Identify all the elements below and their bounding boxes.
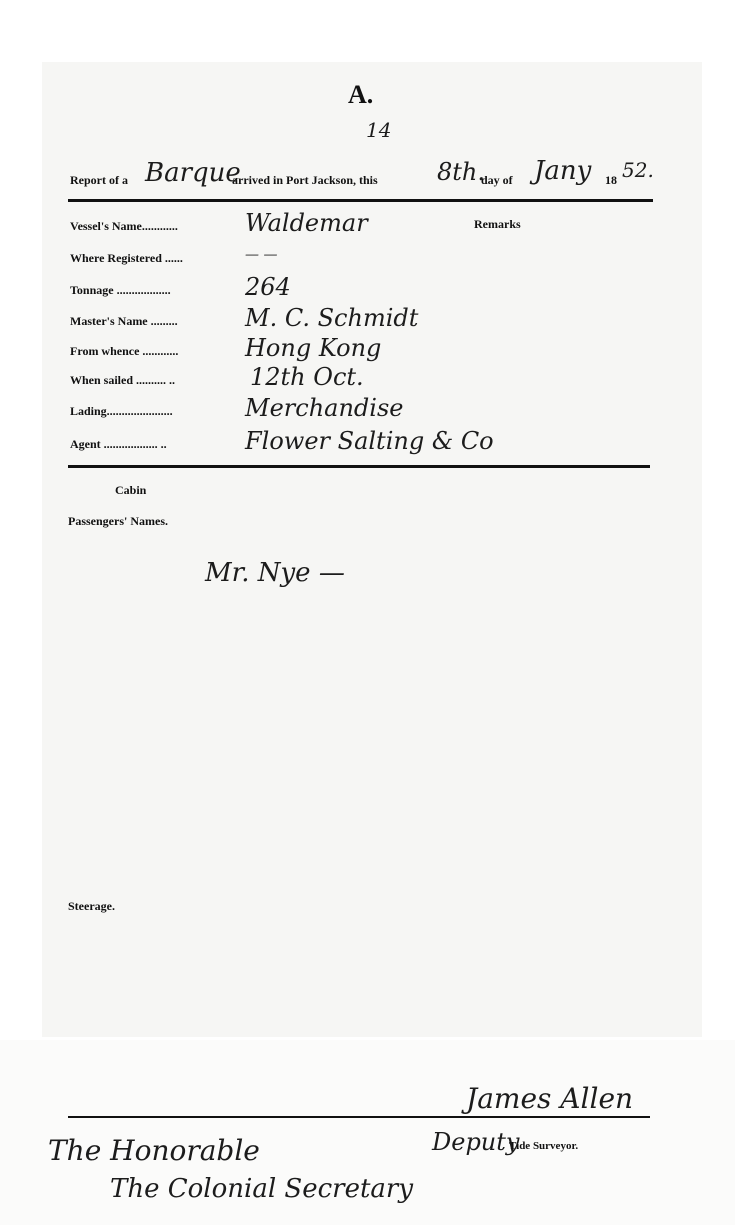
remarks-label: Remarks xyxy=(474,217,521,231)
field-label: Agent .................. .. xyxy=(70,437,167,451)
surveyor-signature: James Allen xyxy=(466,1082,634,1115)
vessel-type: Barque xyxy=(145,158,241,188)
form-sheet xyxy=(42,62,702,1037)
report-middle: arrived in Port Jackson, this xyxy=(232,173,378,187)
form-heading: A. xyxy=(348,80,374,109)
year-written: 52. xyxy=(622,158,654,182)
surveyor-title: Tide Surveyor. xyxy=(509,1140,579,1152)
form-number: 14 xyxy=(366,118,392,142)
day-value: 8th. xyxy=(437,158,485,186)
cabin-passenger-entry: Mr. Nye — xyxy=(205,558,345,588)
steerage-label: Steerage. xyxy=(68,899,115,913)
footer-rule xyxy=(68,1116,650,1118)
field-masters-name xyxy=(70,304,419,332)
field-where-registered xyxy=(70,247,278,269)
field-label: From whence ............ xyxy=(70,344,179,358)
deputy-word: Deputy xyxy=(432,1128,520,1156)
field-value: 12th Oct. xyxy=(250,363,364,391)
field-value: 264 xyxy=(245,273,291,301)
field-lading xyxy=(70,394,404,422)
field-value: Flower Salting & Co xyxy=(245,427,494,455)
field-vessel-name xyxy=(70,209,368,237)
header-rule xyxy=(68,199,653,202)
field-tonnage xyxy=(70,273,291,301)
year-printed: 18 xyxy=(605,173,617,187)
field-value: M. C. Schmidt xyxy=(245,304,419,332)
field-value: Waldemar xyxy=(245,209,368,237)
month-value: Jany xyxy=(534,156,592,186)
field-agent xyxy=(70,427,494,455)
addressee-line1: The Honorable xyxy=(48,1134,260,1167)
addressee-line2: The Colonial Secretary xyxy=(110,1174,414,1204)
field-from-whence xyxy=(70,334,382,362)
field-label: Lading...................... xyxy=(70,404,173,418)
field-label: Vessel's Name............ xyxy=(70,219,178,233)
field-label: Where Registered ...... xyxy=(70,251,183,265)
report-prefix: Report of a xyxy=(70,173,128,187)
field-when-sailed xyxy=(70,363,364,391)
fields-rule xyxy=(68,465,650,468)
field-label: Master's Name ......... xyxy=(70,314,178,328)
field-value: — — xyxy=(245,247,278,263)
field-label: When sailed .......... .. xyxy=(70,373,176,387)
field-label: Tonnage .................. xyxy=(70,283,171,297)
day-word: day of xyxy=(481,173,513,187)
passengers-names-label: Passengers' Names. xyxy=(68,514,168,528)
field-value: Hong Kong xyxy=(245,334,382,362)
field-value: Merchandise xyxy=(245,394,404,422)
cabin-label: Cabin xyxy=(115,483,147,497)
